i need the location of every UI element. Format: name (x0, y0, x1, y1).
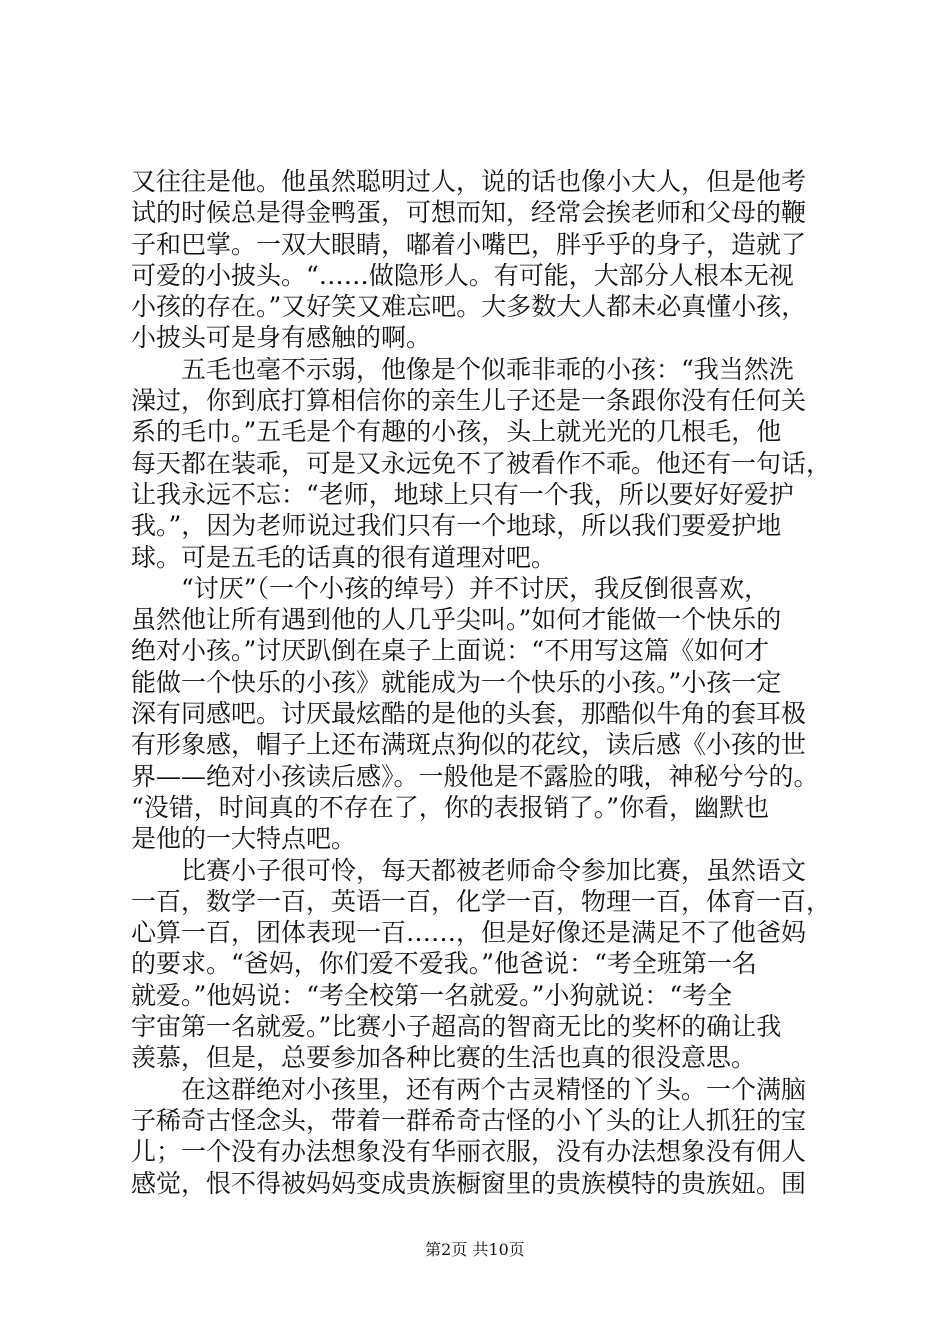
text-line: 澡过，你到底打算相信你的亲生儿子还是一条跟你没有任何关 (131, 386, 807, 416)
text-line: 五毛也毫不示弱，他像是个似乖非乖的小孩：“我当然洗 (181, 354, 794, 384)
text-line: 系的毛巾。”五毛是个有趣的小孩，头上就光光的几根毛，他 (131, 417, 782, 447)
page-footer: 第2页 共10页 (425, 1240, 525, 1259)
text-line: 虽然他让所有遇到他的人几乎尖叫。”如何才能做一个快乐的 (131, 605, 782, 635)
text-line: 界——绝对小孩读后感》。一般他是不露脸的哦，神秘兮兮的。 (131, 761, 819, 791)
text-line: 每天都在装乖，可是又永远免不了被看作不乖。他还有一句话， (131, 448, 832, 478)
text-line: “讨厌”（一个小孩的绰号）并不讨厌，我反倒很喜欢， (181, 573, 770, 603)
text-line: 感觉，恨不得被妈妈变成贵族橱窗里的贵族模特的贵族妞。围 (131, 1168, 807, 1198)
text-line: 又往往是他。他虽然聪明过人，说的话也像小大人，但是他考 (131, 167, 807, 196)
text-line: 小孩的存在。”又好笑又难忘吧。大多数大人都未必真懂小孩， (131, 292, 807, 322)
text-line: 绝对小孩。”讨厌趴倒在桌子上面说：“不用写这篇《如何才 (131, 636, 770, 666)
text-line: 可爱的小披头。“……做隐形人。有可能，大部分人根本无视 (131, 260, 794, 290)
text-line: 比赛小子很可怜，每天都被老师命令参加比赛，虽然语文 (181, 855, 807, 885)
text-line: 有形象感，帽子上还布满斑点狗似的花纹，读后感《小孩的世 (131, 730, 807, 760)
text-line: 是他的一大特点吧。 (131, 824, 357, 854)
text-line: 我。”，因为老师说过我们只有一个地球，所以我们要爱护地 (131, 511, 782, 541)
text-line: 小披头可是身有感触的啊。 (131, 323, 432, 353)
text-line: 一百，数学一百，英语一百，化学一百，物理一百，体育一百， (131, 886, 832, 916)
text-line: 宇宙第一名就爱。”比赛小子超高的智商无比的奖杯的确让我 (131, 1012, 782, 1042)
text-line: 就爱。”他妈说：“考全校第一名就爱。”小狗就说：“考全 (131, 980, 733, 1010)
text-line: “没错，时间真的不存在了，你的表报销了。”你看，幽默也 (131, 792, 770, 822)
text-line: 深有同感吧。讨厌最炫酷的是他的头套，那酷似牛角的套耳极 (131, 699, 807, 729)
paragraph (131, 855, 831, 1074)
paragraph (131, 354, 831, 573)
paragraph (131, 573, 831, 855)
text-line: 球。可是五毛的话真的很有道理对吧。 (131, 542, 557, 572)
text-line: 羡慕，但是，总要参加各种比赛的生活也真的很没意思。 (131, 1043, 757, 1073)
text-line: 试的时候总是得金鸭蛋，可想而知，经常会挨老师和父母的鞭 (131, 198, 807, 228)
text-line: 子和巴掌。一双大眼睛，嘟着小嘴巴，胖乎乎的身子，造就了 (131, 229, 807, 259)
text-line: 让我永远不忘：“老师，地球上只有一个我，所以要好好爱护 (131, 479, 794, 509)
text-line: 儿；一个没有办法想象没有华丽衣服，没有办法想象没有佣人 (131, 1137, 807, 1167)
body-text (131, 166, 831, 1199)
text-line: 的要求。“爸妈，你们爱不爱我。”他爸说：“考全班第一名 (131, 949, 757, 979)
text-line: 心算一百，团体表现一百……，但是好像还是满足不了他爸妈 (131, 918, 807, 948)
paragraph (131, 166, 831, 354)
text-line: 子稀奇古怪念头，带着一群希奇古怪的小丫头的让人抓狂的宝 (131, 1105, 807, 1135)
text-line: 能做一个快乐的小孩》就能成为一个快乐的小孩。”小孩一定 (131, 667, 782, 697)
paragraph (131, 1074, 831, 1199)
text-line: 在这群绝对小孩里，还有两个古灵精怪的丫头。一个满脑 (181, 1074, 807, 1104)
